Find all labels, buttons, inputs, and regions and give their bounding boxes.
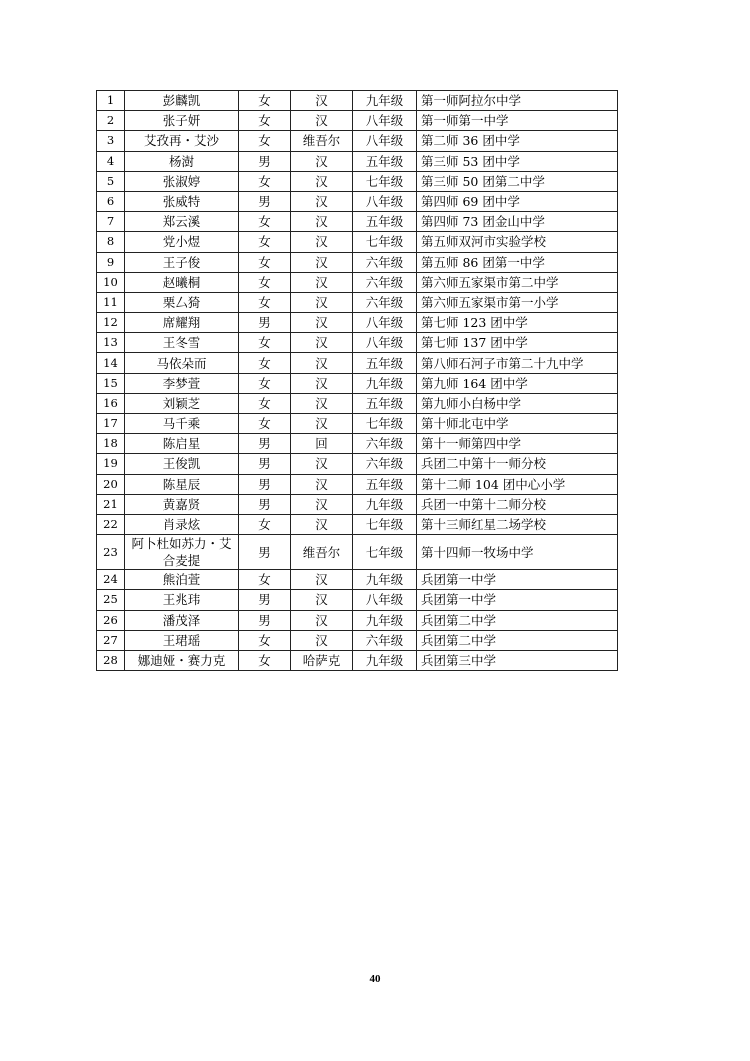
cell-name: 熊泊萱	[125, 570, 239, 590]
cell-grade: 六年级	[353, 630, 417, 650]
cell-number: 25	[97, 590, 125, 610]
cell-ethnicity: 汉	[291, 353, 353, 373]
cell-school: 第十三师红星二场学校	[417, 514, 618, 534]
table-row	[97, 610, 618, 630]
cell-gender: 女	[239, 353, 291, 373]
cell-name: 马依朵而	[125, 353, 239, 373]
cell-name: 党小煜	[125, 232, 239, 252]
cell-number: 23	[97, 535, 125, 570]
cell-number: 13	[97, 333, 125, 353]
table-row	[97, 414, 618, 434]
table-row	[97, 212, 618, 232]
cell-name: 肖录炫	[125, 514, 239, 534]
cell-ethnicity: 汉	[291, 474, 353, 494]
cell-gender: 女	[239, 393, 291, 413]
cell-number: 4	[97, 151, 125, 171]
cell-grade: 七年级	[353, 414, 417, 434]
cell-school: 兵团第一中学	[417, 570, 618, 590]
cell-school: 兵团第三中学	[417, 650, 618, 670]
cell-ethnicity: 汉	[291, 151, 353, 171]
cell-grade: 六年级	[353, 454, 417, 474]
cell-number: 9	[97, 252, 125, 272]
cell-grade: 八年级	[353, 313, 417, 333]
table-row	[97, 191, 618, 211]
table-row	[97, 650, 618, 670]
cell-gender: 女	[239, 171, 291, 191]
table-row	[97, 373, 618, 393]
table-row	[97, 333, 618, 353]
cell-ethnicity: 汉	[291, 292, 353, 312]
cell-gender: 女	[239, 212, 291, 232]
cell-gender: 男	[239, 590, 291, 610]
cell-grade: 九年级	[353, 91, 417, 111]
cell-number: 19	[97, 454, 125, 474]
table-row	[97, 292, 618, 312]
cell-gender: 女	[239, 514, 291, 534]
cell-school: 第十师北屯中学	[417, 414, 618, 434]
cell-gender: 女	[239, 650, 291, 670]
cell-number: 8	[97, 232, 125, 252]
cell-gender: 男	[239, 474, 291, 494]
cell-gender: 女	[239, 373, 291, 393]
cell-school: 第七师 123 团中学	[417, 313, 618, 333]
cell-ethnicity: 汉	[291, 252, 353, 272]
cell-grade: 六年级	[353, 434, 417, 454]
cell-gender: 女	[239, 111, 291, 131]
cell-grade: 八年级	[353, 590, 417, 610]
cell-school: 第二师 36 团中学	[417, 131, 618, 151]
cell-grade: 七年级	[353, 232, 417, 252]
cell-gender: 女	[239, 272, 291, 292]
cell-ethnicity: 汉	[291, 494, 353, 514]
cell-name: 赵曦桐	[125, 272, 239, 292]
cell-grade: 六年级	[353, 252, 417, 272]
cell-grade: 五年级	[353, 393, 417, 413]
cell-ethnicity: 汉	[291, 232, 353, 252]
cell-ethnicity: 汉	[291, 272, 353, 292]
cell-ethnicity: 汉	[291, 590, 353, 610]
cell-grade: 九年级	[353, 570, 417, 590]
cell-ethnicity: 哈萨克	[291, 650, 353, 670]
cell-gender: 女	[239, 630, 291, 650]
cell-grade: 八年级	[353, 111, 417, 131]
cell-school: 第四师 69 团中学	[417, 191, 618, 211]
table-row	[97, 111, 618, 131]
cell-number: 12	[97, 313, 125, 333]
cell-name: 陈星辰	[125, 474, 239, 494]
cell-school: 第一师第一中学	[417, 111, 618, 131]
table-row	[97, 131, 618, 151]
cell-school: 第三师 50 团第二中学	[417, 171, 618, 191]
cell-ethnicity: 汉	[291, 313, 353, 333]
cell-name: 马千乘	[125, 414, 239, 434]
cell-name: 王子俊	[125, 252, 239, 272]
cell-number: 20	[97, 474, 125, 494]
cell-ethnicity: 汉	[291, 111, 353, 131]
cell-name: 潘茂泽	[125, 610, 239, 630]
table-row	[97, 630, 618, 650]
table-row	[97, 434, 618, 454]
cell-name: 张淑婷	[125, 171, 239, 191]
cell-gender: 女	[239, 570, 291, 590]
cell-grade: 六年级	[353, 272, 417, 292]
cell-gender: 女	[239, 252, 291, 272]
cell-ethnicity: 汉	[291, 91, 353, 111]
cell-name: 李梦萱	[125, 373, 239, 393]
cell-gender: 女	[239, 292, 291, 312]
cell-gender: 男	[239, 454, 291, 474]
cell-number: 2	[97, 111, 125, 131]
cell-number: 16	[97, 393, 125, 413]
table-row	[97, 272, 618, 292]
cell-name: 陈启星	[125, 434, 239, 454]
table-row	[97, 151, 618, 171]
cell-name: 王俊凯	[125, 454, 239, 474]
cell-grade: 九年级	[353, 494, 417, 514]
cell-gender: 男	[239, 191, 291, 211]
cell-name: 杨澍	[125, 151, 239, 171]
cell-gender: 女	[239, 414, 291, 434]
cell-ethnicity: 汉	[291, 333, 353, 353]
cell-school: 兵团第一中学	[417, 590, 618, 610]
cell-number: 10	[97, 272, 125, 292]
cell-number: 21	[97, 494, 125, 514]
cell-school: 兵团第二中学	[417, 630, 618, 650]
cell-school: 第一师阿拉尔中学	[417, 91, 618, 111]
table-row	[97, 514, 618, 534]
cell-name: 张子妍	[125, 111, 239, 131]
cell-number: 18	[97, 434, 125, 454]
cell-ethnicity: 汉	[291, 630, 353, 650]
table-row	[97, 232, 618, 252]
cell-grade: 五年级	[353, 151, 417, 171]
cell-school: 第四师 73 团金山中学	[417, 212, 618, 232]
cell-number: 11	[97, 292, 125, 312]
cell-gender: 女	[239, 131, 291, 151]
cell-grade: 八年级	[353, 131, 417, 151]
cell-school: 第六师五家渠市第二中学	[417, 272, 618, 292]
table-row	[97, 454, 618, 474]
cell-ethnicity: 汉	[291, 514, 353, 534]
cell-school: 兵团一中第十二师分校	[417, 494, 618, 514]
cell-name: 艾孜再・艾沙	[125, 131, 239, 151]
cell-school: 第七师 137 团中学	[417, 333, 618, 353]
cell-grade: 五年级	[353, 353, 417, 373]
cell-ethnicity: 回	[291, 434, 353, 454]
cell-ethnicity: 汉	[291, 454, 353, 474]
cell-number: 1	[97, 91, 125, 111]
cell-name: 娜迪娅・赛力克	[125, 650, 239, 670]
cell-grade: 七年级	[353, 535, 417, 570]
table-row	[97, 474, 618, 494]
table-row	[97, 494, 618, 514]
cell-name: 王冬雪	[125, 333, 239, 353]
cell-name: 席耀翔	[125, 313, 239, 333]
cell-ethnicity: 汉	[291, 212, 353, 232]
cell-school: 兵团第二中学	[417, 610, 618, 630]
table-row	[97, 353, 618, 373]
cell-ethnicity: 维吾尔	[291, 535, 353, 570]
cell-gender: 女	[239, 333, 291, 353]
cell-gender: 男	[239, 434, 291, 454]
cell-name: 黄嘉贤	[125, 494, 239, 514]
cell-ethnicity: 维吾尔	[291, 131, 353, 151]
cell-school: 第八师石河子市第二十九中学	[417, 353, 618, 373]
cell-number: 5	[97, 171, 125, 191]
cell-ethnicity: 汉	[291, 191, 353, 211]
table-row	[97, 171, 618, 191]
cell-grade: 七年级	[353, 171, 417, 191]
cell-name: 王兆玮	[125, 590, 239, 610]
cell-number: 26	[97, 610, 125, 630]
cell-name: 张威特	[125, 191, 239, 211]
cell-grade: 九年级	[353, 650, 417, 670]
cell-gender: 男	[239, 494, 291, 514]
cell-number: 15	[97, 373, 125, 393]
cell-number: 7	[97, 212, 125, 232]
cell-name: 刘颖芝	[125, 393, 239, 413]
cell-name: 栗厶猗	[125, 292, 239, 312]
cell-ethnicity: 汉	[291, 393, 353, 413]
cell-gender: 女	[239, 91, 291, 111]
cell-ethnicity: 汉	[291, 373, 353, 393]
cell-name: 彭麟凯	[125, 91, 239, 111]
cell-gender: 男	[239, 313, 291, 333]
cell-grade: 五年级	[353, 212, 417, 232]
roster-body	[97, 91, 618, 671]
table-row	[97, 570, 618, 590]
cell-number: 27	[97, 630, 125, 650]
cell-school: 兵团二中第十一师分校	[417, 454, 618, 474]
table-row	[97, 393, 618, 413]
cell-school: 第五师 86 团第一中学	[417, 252, 618, 272]
table-row	[97, 535, 618, 570]
cell-ethnicity: 汉	[291, 414, 353, 434]
cell-ethnicity: 汉	[291, 171, 353, 191]
cell-school: 第十二师 104 团中心小学	[417, 474, 618, 494]
cell-grade: 九年级	[353, 610, 417, 630]
cell-name: 王珺瑶	[125, 630, 239, 650]
cell-number: 22	[97, 514, 125, 534]
cell-gender: 男	[239, 610, 291, 630]
cell-ethnicity: 汉	[291, 570, 353, 590]
cell-school: 第九师 164 团中学	[417, 373, 618, 393]
cell-number: 3	[97, 131, 125, 151]
cell-gender: 男	[239, 151, 291, 171]
cell-number: 24	[97, 570, 125, 590]
cell-name: 郑云溪	[125, 212, 239, 232]
student-roster-table	[96, 90, 618, 671]
cell-number: 17	[97, 414, 125, 434]
cell-grade: 七年级	[353, 514, 417, 534]
cell-school: 第六师五家渠市第一小学	[417, 292, 618, 312]
cell-gender: 女	[239, 232, 291, 252]
cell-number: 28	[97, 650, 125, 670]
cell-grade: 五年级	[353, 474, 417, 494]
table-row	[97, 313, 618, 333]
cell-name: 阿卜杜如苏力・艾合麦提	[125, 535, 239, 570]
cell-grade: 八年级	[353, 191, 417, 211]
cell-grade: 九年级	[353, 373, 417, 393]
cell-number: 14	[97, 353, 125, 373]
cell-ethnicity: 汉	[291, 610, 353, 630]
cell-school: 第五师双河市实验学校	[417, 232, 618, 252]
cell-school: 第十一师第四中学	[417, 434, 618, 454]
table-row	[97, 590, 618, 610]
cell-school: 第三师 53 团中学	[417, 151, 618, 171]
page-number: 40	[369, 973, 381, 985]
cell-number: 6	[97, 191, 125, 211]
cell-school: 第九师小白杨中学	[417, 393, 618, 413]
cell-grade: 八年级	[353, 333, 417, 353]
cell-school: 第十四师一牧场中学	[417, 535, 618, 570]
table-row	[97, 252, 618, 272]
cell-grade: 六年级	[353, 292, 417, 312]
table-row	[97, 91, 618, 111]
cell-gender: 男	[239, 535, 291, 570]
